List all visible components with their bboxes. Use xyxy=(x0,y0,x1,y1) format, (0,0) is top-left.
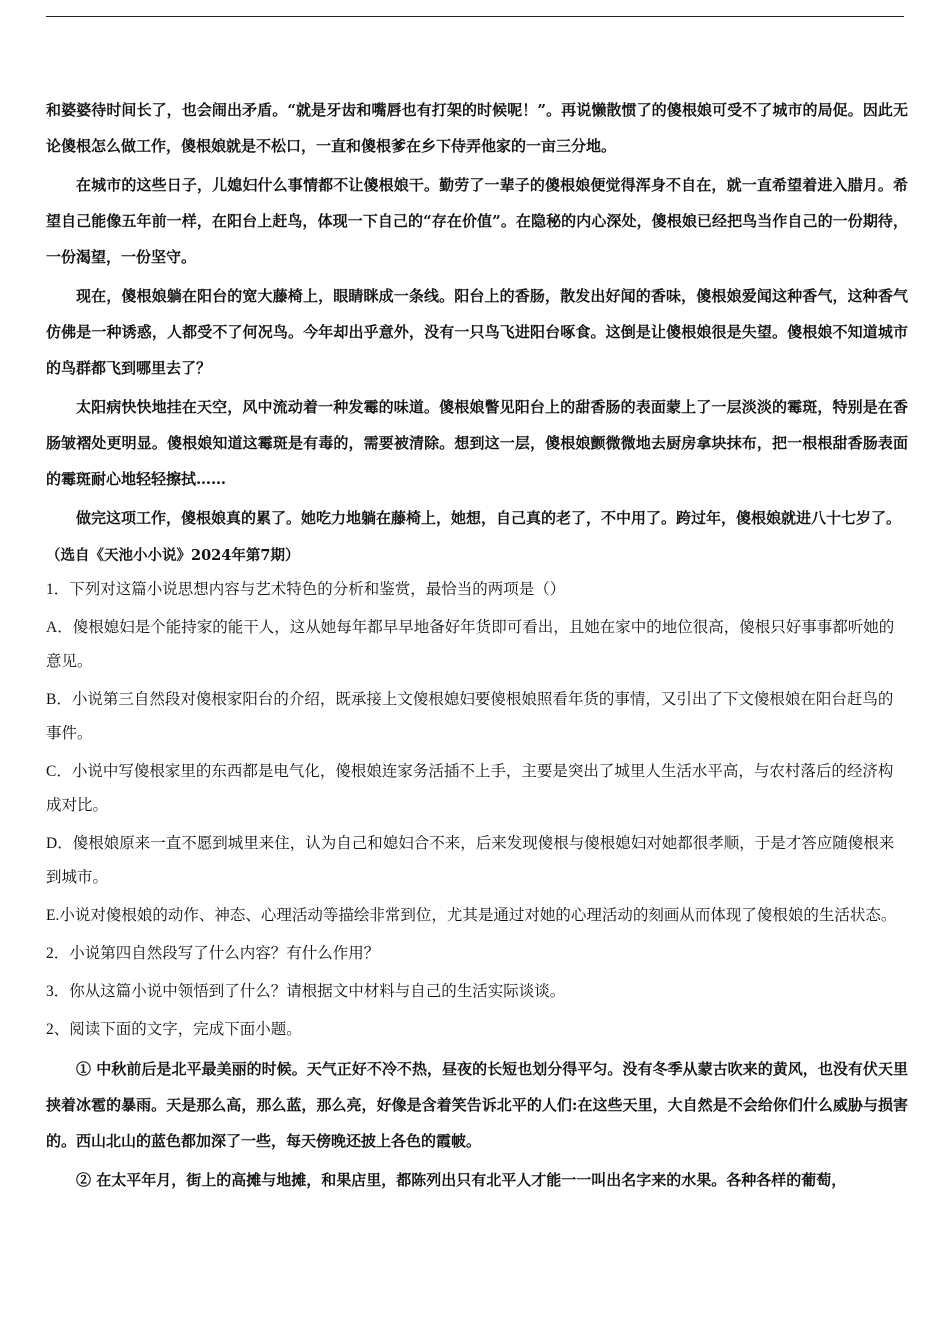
option-a: A．傻根媳妇是个能持家的能干人，这从她每年都早早地备好年货即可看出，且她在家中的地位很高，傻根只好事事都听她的意见。 xyxy=(46,619,895,670)
document-content xyxy=(46,92,908,1201)
story-paragraph: 和婆婆待时间长了，也会闹出矛盾。“就是牙齿和嘴唇也有打架的时候呢！”。再说懒散惯了的傻根娘可受不了城市的局促。因此无论傻根怎么做工作，傻根娘就是不松口，一直和傻根爹在乡下侍弄他家的一亩三分地。 xyxy=(46,101,908,155)
question-2: 2．小说第四自然段写了什么内容？有什么作用？ xyxy=(46,945,380,962)
reading-paragraph: ① 中秋前后是北平最美丽的时候。天气正好不冷不热，昼夜的长短也划分得平匀。没有冬季从蒙古吹来的黄风，也没有伏天里挟着冰雹的暴雨。天是那么高，那么蓝，那么亮，好像是含着笑告诉北平的人们:在这些天里，大自然是不会给你们什么威胁与损害的。西山北山的蓝色都加深了一些，每天傍晚还披上各色的霞帔。 xyxy=(46,1060,908,1150)
story-paragraph: 做完这项工作，傻根娘真的累了。她吃力地躺在藤椅上，她想，自己真的老了，不中用了。跨过年，傻根娘就进八十七岁了。 xyxy=(76,509,902,527)
story-paragraph: 在城市的这些日子，儿媳妇什么事情都不让傻根娘干。勤劳了一辈子的傻根娘便觉得浑身不自在，就一直希望着进入腊月。希望自己能像五年前一样，在阳台上赶鸟，体现一下自己的“存在价值”。在隐秘的内心深处，傻根娘已经把鸟当作自己的一份期待，一份渴望，一份坚守。 xyxy=(46,176,908,266)
option-d: D．傻根娘原来一直不愿到城里来住，认为自己和媳妇合不来，后来发现傻根与傻根媳妇对她都很孝顺，于是才答应随傻根来到城市。 xyxy=(46,835,895,886)
option-b: B．小说第三自然段对傻根家阳台的介绍，既承接上文傻根媳妇要傻根娘照看年货的事情，又引出了下文傻根娘在阳台赶鸟的事件。 xyxy=(46,691,894,742)
option-e: E.小说对傻根娘的动作、神态、心理活动等描绘非常到位，尤其是通过对她的心理活动的刻画从而体现了傻根娘的生活状态。 xyxy=(46,907,897,924)
source-note: （选自《天池小小说》2024年第7期） xyxy=(46,547,300,564)
section-2-heading: 2、阅读下面的文字，完成下面小题。 xyxy=(46,1021,302,1038)
header-rule xyxy=(46,16,904,17)
question-3: 3．你从这篇小说中领悟到了什么？请根据文中材料与自己的生活实际谈谈。 xyxy=(46,983,566,1000)
option-c: C．小说中写傻根家里的东西都是电气化，傻根娘连家务活插不上手，主要是突出了城里人生活水平高，与农村落后的经济构成对比。 xyxy=(46,763,894,814)
question-1: 1．下列对这篇小说思想内容与艺术特色的分析和鉴赏，最恰当的两项是（） xyxy=(46,581,566,598)
story-paragraph: 现在，傻根娘躺在阳台的宽大藤椅上，眼睛眯成一条线。阳台上的香肠，散发出好闻的香味，傻根娘爱闻这种香气，这种香气仿佛是一种诱惑，人都受不了何况鸟。今年却出乎意外，没有一只鸟飞进阳台啄食。这倒是让傻根娘很是失望。傻根娘不知道城市的鸟群都飞到哪里去了？ xyxy=(46,287,908,377)
reading-paragraph: ② 在太平年月，街上的高摊与地摊，和果店里，都陈列出只有北平人才能一一叫出名字来的水果。各种各样的葡萄， xyxy=(76,1171,847,1189)
story-paragraph: 太阳病快快地挂在天空，风中流动着一种发霉的味道。傻根娘瞥见阳台上的甜香肠的表面蒙上了一层淡淡的霉斑，特别是在香肠皱褶处更明显。傻根娘知道这霉斑是有毒的，需要被清除。想到这一层，傻根娘颤微微地去厨房拿块抹布，把一根根甜香肠表面的霉斑耐心地轻轻擦拭…… xyxy=(46,398,908,488)
